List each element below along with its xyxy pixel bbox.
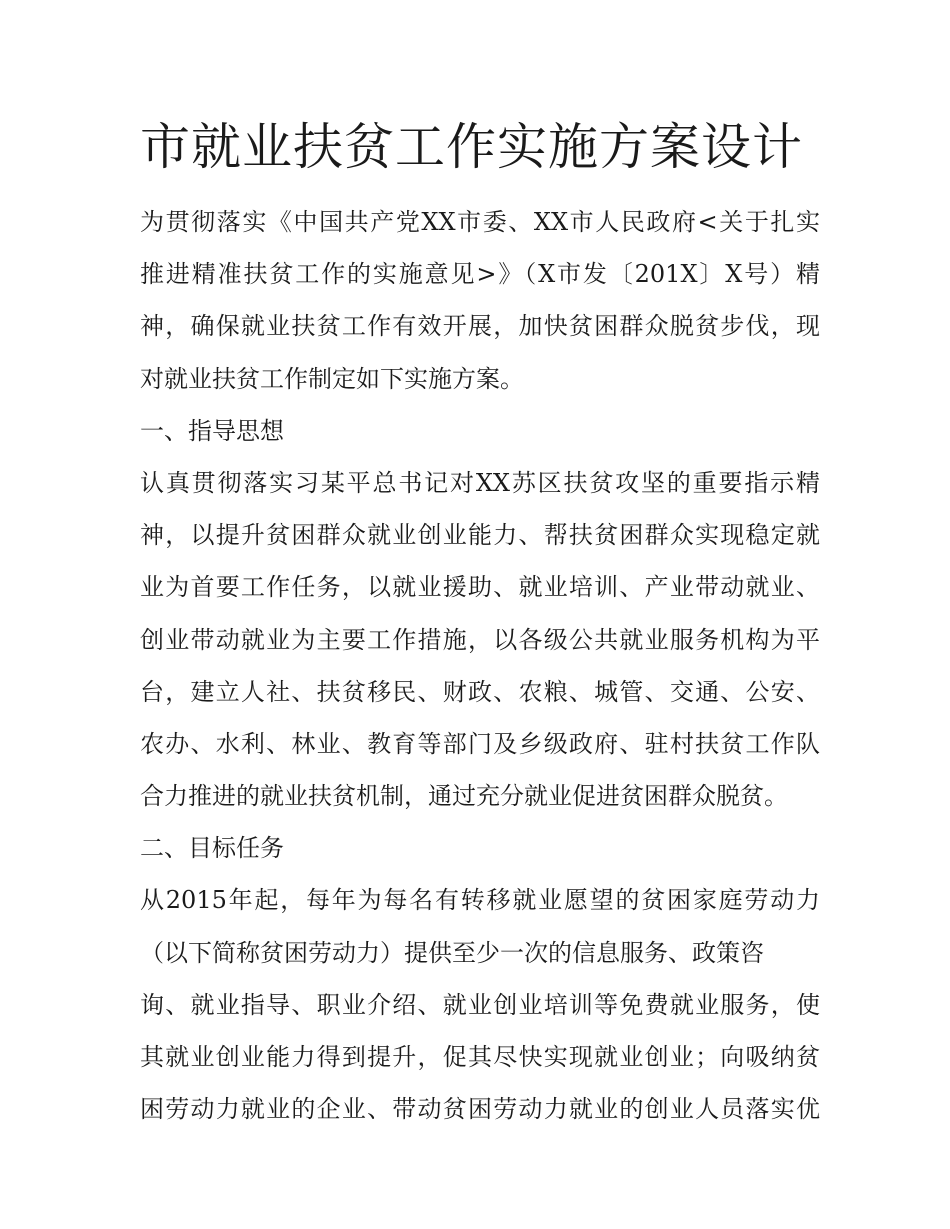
paragraph-2-line-7: 合力推进的就业扶贫机制，通过充分就业促进贫困群众脱贫。 xyxy=(140,782,788,811)
paragraph-1-line-4: 对就业扶贫工作制定如下实施方案。 xyxy=(140,364,524,393)
paragraph-3-line-4: 其就业创业能力得到提升，促其尽快实现就业创业；向吸纳贫 xyxy=(140,1043,820,1071)
paragraph-2-line-2: 神，以提升贫困群众就业创业能力、帮扶贫困群众实现稳定就 xyxy=(140,521,820,550)
section-heading-guiding-ideology: 一、指导思想 xyxy=(140,416,284,445)
paragraph-3-line-2: （以下简称贫困劳动力）提供至少一次的信息服务、政策咨 xyxy=(140,938,764,967)
paragraph-2-line-4: 创业带动就业为主要工作措施，以各级公共就业服务机构为平 xyxy=(140,625,820,654)
paragraph-2-line-6: 农办、水利、林业、教育等部门及乡级政府、驻村扶贫工作队 xyxy=(140,729,820,758)
paragraph-2-line-1: 认真贯彻落实习某平总书记对XX苏区扶贫攻坚的重要指示精 xyxy=(140,468,820,497)
document-title: 市就业扶贫工作实施方案设计 xyxy=(140,118,803,176)
paragraph-1-line-1: 为贯彻落实《中国共产党XX市委、XX市人民政府<关于扎实 xyxy=(140,208,820,236)
paragraph-1-line-3: 神，确保就业扶贫工作有效开展，加快贫困群众脱贫步伐，现 xyxy=(140,312,820,341)
paragraph-2-line-3: 业为首要工作任务，以就业援助、就业培训、产业带动就业、 xyxy=(140,573,820,602)
paragraph-1-line-2: 推进精准扶贫工作的实施意见>》（X市发〔201X〕X号）精 xyxy=(140,260,820,289)
paragraph-3-line-1: 从2015年起，每年为每名有转移就业愿望的贫困家庭劳动力 xyxy=(140,886,820,915)
paragraph-3-line-3: 询、就业指导、职业介绍、就业创业培训等免费就业服务，使 xyxy=(140,990,820,1019)
section-heading-target-tasks: 二、目标任务 xyxy=(140,834,284,863)
document-body xyxy=(140,196,820,1135)
paragraph-2-line-5: 台，建立人社、扶贫移民、财政、农粮、城管、交通、公安、 xyxy=(140,677,820,706)
paragraph-3-line-5: 困劳动力就业的企业、带动贫困劳动力就业的创业人员落实优 xyxy=(140,1095,820,1124)
